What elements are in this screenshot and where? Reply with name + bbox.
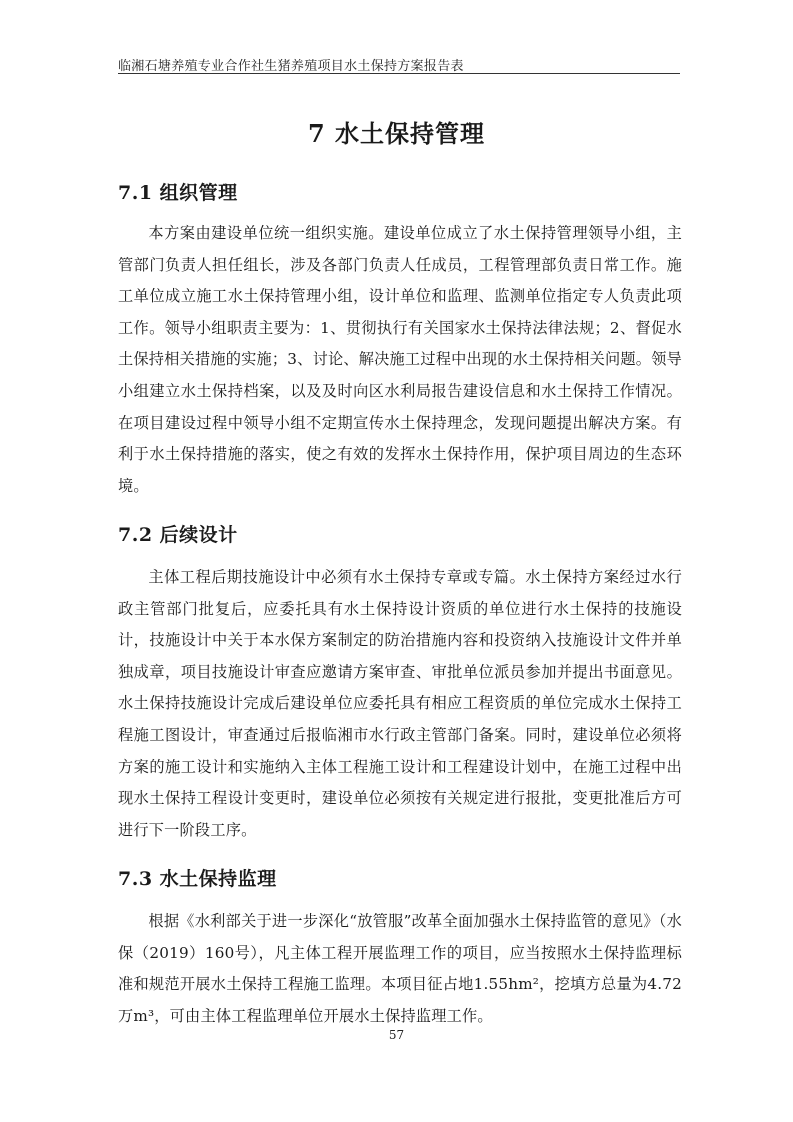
section-title-7-1: 7.1 组织管理 (118, 182, 238, 204)
header-divider (118, 73, 680, 74)
page-header: 临湘石塘养殖专业合作社生猪养殖项目水土保持方案报告表 (118, 59, 464, 74)
section-7-1-paragraph: 本方案由建设单位统一组织实施。建设单位成立了水土保持管理领导小组，主管部门负责人担任组长，涉及各部门负责人任成员，工程管理部负责日常工作。施工单位成立施工水土保持管理小组，设计单位和监理、监测单位指定专人负责此项工作。领导小组职责主要为：1、贯彻执行有关国家水土保持法律法规；2、督促水土保持相关措施的实施；3、讨论、解决施工过程中出现的水土保持相关问题。领导小组建立水土保持档案，以及及时向区水利局报告建设信息和水土保持工作情况。在项目建设过程中领导小组不定期宣传水土保持理念，发现问题提出解决方案。有利于水土保持措施的落实，使之有效的发挥水土保持作用，保护项目周边的生态环境。 (118, 224, 682, 495)
chapter-title: 7 水土保持管理 (307, 119, 486, 148)
section-7-3-paragraph: 根据《水利部关于进一步深化“放管服”改革全面加强水土保持监管的意见》（水保（2019）160号），凡主体工程开展监理工作的项目，应当按照水土保持监理标准和规范开展水土保持工程施工监理。本项目征占地1.55hm²，挖填方总量为4.72万m³，可由主体工程监理单位开展水土保持监理工作。 (118, 912, 682, 1025)
section-title-7-2: 7.2 后续设计 (118, 524, 238, 546)
section-title-7-3: 7.3 水土保持监理 (118, 868, 277, 890)
section-7-2-paragraph: 主体工程后期技施设计中必须有水土保持专章或专篇。水土保持方案经过水行政主管部门批复后，应委托具有水土保持设计资质的单位进行水土保持的技施设计，技施设计中关于本水保方案制定的防治措施内容和投资纳入技施设计文件并单独成章，项目技施设计审查应邀请方案审查、审批单位派员参加并提出书面意见。水土保持技施设计完成后建设单位应委托具有相应工程资质的单位完成水土保持工程施工图设计，审查通过后报临湘市水行政主管部门备案。同时，建设单位必须将方案的施工设计和实施纳入主体工程施工设计和工程建设计划中，在施工过程中出现水土保持工程设计变更时，建设单位必须按有关规定进行报批，变更批准后方可进行下一阶段工序。 (118, 568, 682, 839)
page-number: 57 (388, 1028, 405, 1042)
